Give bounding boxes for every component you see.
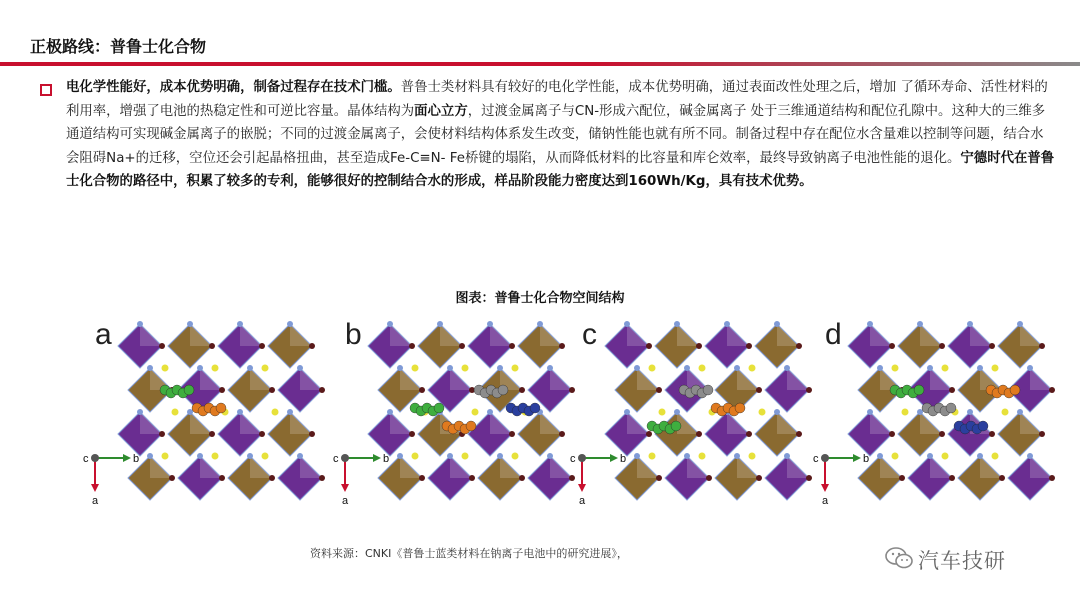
octahedron-facet (627, 412, 649, 434)
ligand-atom (397, 365, 403, 371)
alkali-ion (272, 409, 279, 416)
ligand-atom (137, 321, 143, 327)
ligand-atom (706, 475, 712, 481)
crystal-panel-c (570, 318, 817, 518)
octahedron-facet (300, 456, 322, 478)
ligand-atom (949, 475, 955, 481)
ligand-atom (917, 409, 923, 415)
ligand-atom (497, 365, 503, 371)
figure-title: 图表：普鲁士化合物空间结构 (455, 291, 625, 306)
axis-label-a: a (342, 495, 349, 507)
octahedron-facet (300, 368, 322, 390)
ligand-atom (219, 475, 225, 481)
octahedron-facet (1020, 412, 1042, 434)
alkali-ion (512, 365, 519, 372)
axis-a-arrowhead (341, 484, 349, 492)
ligand-atom (559, 431, 565, 437)
paragraph-text: 普鲁士类材料具有较好的电化学性能，成本优势明确，通过表面改性处理之后，增加 了循环寿命、活性材料的利用率，增强了电池的热稳定性和可逆比容量。晶体结构为 (66, 80, 1048, 119)
crystal-structure-b (333, 318, 580, 518)
ligand-atom (519, 475, 525, 481)
ligand-atom (784, 365, 790, 371)
axis-b-arrowhead (610, 454, 618, 462)
ligand-atom (1017, 409, 1023, 415)
diffusion-chain-bead (1010, 385, 1020, 395)
octahedron-facet (400, 368, 422, 390)
ligand-atom (297, 365, 303, 371)
alkali-ion (649, 365, 656, 372)
ligand-atom (684, 453, 690, 459)
ligand-atom (656, 387, 662, 393)
axis-b-arrowhead (373, 454, 381, 462)
octahedron-facet (930, 456, 952, 478)
alkali-ion (942, 365, 949, 372)
alkali-ion (659, 409, 666, 416)
diffusion-chain-bead (498, 385, 508, 395)
axis-label-b: b (620, 453, 627, 465)
axis-label-a: a (92, 495, 99, 507)
alkali-ion (992, 365, 999, 372)
octahedron-facet (787, 368, 809, 390)
octahedron-facet (390, 412, 412, 434)
ligand-atom (159, 343, 165, 349)
ligand-atom (509, 431, 515, 437)
octahedron-facet (627, 324, 649, 346)
ligand-atom (569, 387, 575, 393)
octahedron-facet (880, 456, 902, 478)
alkali-ion (162, 365, 169, 372)
ligand-atom (939, 431, 945, 437)
ligand-atom (509, 343, 515, 349)
axis-a-arrowhead (821, 484, 829, 492)
ligand-atom (796, 343, 802, 349)
ligand-atom (209, 343, 215, 349)
ligand-atom (559, 343, 565, 349)
diffusion-chain-bead (735, 403, 745, 413)
ligand-atom (437, 321, 443, 327)
ligand-atom (949, 387, 955, 393)
ligand-atom (547, 453, 553, 459)
ligand-atom (419, 475, 425, 481)
octahedron-facet (777, 324, 799, 346)
alkali-ion (462, 365, 469, 372)
octahedron-facet (490, 324, 512, 346)
ligand-atom (309, 343, 315, 349)
ligand-atom (169, 475, 175, 481)
alkali-ion (902, 409, 909, 416)
alkali-ion (892, 453, 899, 460)
ligand-atom (806, 475, 812, 481)
ligand-atom (569, 475, 575, 481)
alkali-ion (262, 365, 269, 372)
ligand-atom (397, 453, 403, 459)
diffusion-chain-bead (530, 403, 540, 413)
ligand-atom (674, 321, 680, 327)
octahedron-facet (290, 412, 312, 434)
alkali-ion (462, 453, 469, 460)
octahedron-facet (980, 456, 1002, 478)
ligand-atom (889, 343, 895, 349)
octahedron-facet (550, 368, 572, 390)
ligand-atom (746, 431, 752, 437)
ligand-atom (977, 453, 983, 459)
ligand-atom (487, 321, 493, 327)
ligand-atom (459, 343, 465, 349)
axis-label-b: b (133, 453, 140, 465)
axis-origin (821, 454, 829, 462)
octahedron-facet (737, 456, 759, 478)
bullet-square-icon (40, 84, 52, 96)
alkali-ion (649, 453, 656, 460)
lead-sentence: 电化学性能好，成本优势明确，制备过程存在技术门槛。 (66, 80, 401, 95)
alkali-ion (412, 365, 419, 372)
ligand-atom (547, 365, 553, 371)
diffusion-chain-bead (946, 403, 956, 413)
ligand-atom (287, 321, 293, 327)
ligand-atom (319, 475, 325, 481)
ligand-atom (1049, 475, 1055, 481)
ligand-atom (939, 343, 945, 349)
body-paragraph (66, 76, 1056, 194)
octahedron-facet (400, 456, 422, 478)
wechat-icon (884, 545, 914, 571)
octahedron-facet (550, 456, 572, 478)
crystal-panel-a (83, 318, 330, 518)
ligand-atom (746, 343, 752, 349)
octahedron-facet (970, 324, 992, 346)
ligand-atom (889, 431, 895, 437)
ligand-atom (269, 387, 275, 393)
diffusion-chain-bead (434, 403, 444, 413)
alkali-ion (162, 453, 169, 460)
ligand-atom (899, 475, 905, 481)
axis-label-b: b (863, 453, 870, 465)
ligand-atom (1017, 321, 1023, 327)
source-note: 资料来源：CNKI《普鲁士蓝类材料在钠离子电池中的研究进展》， (310, 547, 628, 560)
panel-letter-a: a (95, 318, 112, 351)
diffusion-chain-bead (671, 421, 681, 431)
ligand-atom (784, 453, 790, 459)
highlight-fcc: 面心立方 (414, 103, 468, 119)
ligand-atom (409, 431, 415, 437)
octahedron-facet (930, 368, 952, 390)
alkali-ion (759, 409, 766, 416)
octahedron-facet (737, 368, 759, 390)
ligand-atom (734, 365, 740, 371)
ligand-atom (219, 387, 225, 393)
ligand-atom (656, 475, 662, 481)
alkali-ion (892, 365, 899, 372)
ligand-atom (1049, 387, 1055, 393)
octahedron-facet (870, 412, 892, 434)
octahedron-facet (870, 324, 892, 346)
octahedron-facet (540, 324, 562, 346)
alkali-ion (992, 453, 999, 460)
ligand-atom (187, 409, 193, 415)
axis-label-c: c (333, 453, 339, 465)
alkali-ion (512, 453, 519, 460)
ligand-atom (147, 453, 153, 459)
octahedron-facet (637, 368, 659, 390)
ligand-atom (696, 343, 702, 349)
ligand-atom (796, 431, 802, 437)
alkali-ion (472, 409, 479, 416)
diffusion-chain-bead (914, 385, 924, 395)
alkali-ion (212, 453, 219, 460)
ligand-atom (806, 387, 812, 393)
ligand-atom (419, 387, 425, 393)
ligand-atom (409, 343, 415, 349)
ligand-atom (447, 453, 453, 459)
axis-b-arrowhead (123, 454, 131, 462)
header-divider (0, 62, 1080, 66)
ligand-atom (756, 475, 762, 481)
octahedron-facet (677, 412, 699, 434)
ligand-atom (877, 365, 883, 371)
ligand-atom (447, 365, 453, 371)
ligand-atom (387, 321, 393, 327)
axis-label-c: c (570, 453, 576, 465)
ligand-atom (259, 431, 265, 437)
ligand-atom (147, 365, 153, 371)
ligand-atom (624, 409, 630, 415)
ligand-atom (927, 453, 933, 459)
ligand-atom (646, 431, 652, 437)
ligand-atom (537, 321, 543, 327)
ligand-atom (967, 321, 973, 327)
diffusion-chain-bead (184, 385, 194, 395)
ligand-atom (247, 365, 253, 371)
ligand-atom (724, 321, 730, 327)
ligand-atom (1027, 453, 1033, 459)
page-title: 正极路线：普鲁士化合物 (30, 37, 207, 56)
ligand-atom (774, 321, 780, 327)
diffusion-chain-bead (978, 421, 988, 431)
panel-letter-d: d (825, 318, 842, 351)
ligand-atom (487, 409, 493, 415)
ligand-atom (634, 453, 640, 459)
axis-origin (578, 454, 586, 462)
ligand-atom (309, 431, 315, 437)
axis-a-arrowhead (91, 484, 99, 492)
octahedron-facet (450, 368, 472, 390)
alkali-ion (749, 453, 756, 460)
ligand-atom (756, 387, 762, 393)
alkali-ion (942, 453, 949, 460)
diffusion-chain-bead (466, 421, 476, 431)
octahedron-facet (500, 456, 522, 478)
ligand-atom (197, 365, 203, 371)
crystal-structure-d (813, 318, 1060, 518)
ligand-atom (247, 453, 253, 459)
octahedron-facet (787, 456, 809, 478)
crystal-structure-c (570, 318, 817, 518)
alkali-ion (749, 365, 756, 372)
ligand-atom (867, 321, 873, 327)
conclusion-sentence: 宁德时代在普鲁士化合物的路径中，积累了较多的专利，能够很好的控制结合水的形成，样品阶段能力密度达到160Wh/Kg，具有技术优势。 (66, 150, 1055, 190)
panel-letter-b: b (345, 318, 362, 351)
alkali-ion (699, 365, 706, 372)
ligand-atom (999, 475, 1005, 481)
octahedron-facet (290, 324, 312, 346)
octahedron-facet (1020, 324, 1042, 346)
ligand-atom (646, 343, 652, 349)
ligand-atom (684, 365, 690, 371)
ligand-atom (137, 409, 143, 415)
octahedron-facet (450, 456, 472, 478)
ligand-atom (297, 453, 303, 459)
alkali-ion (1002, 409, 1009, 416)
ligand-atom (209, 431, 215, 437)
ligand-atom (1027, 365, 1033, 371)
alkali-ion (412, 453, 419, 460)
axis-origin (91, 454, 99, 462)
ligand-atom (927, 365, 933, 371)
ligand-atom (867, 409, 873, 415)
ligand-atom (634, 365, 640, 371)
paragraph-text-2: ，过渡金属离子与CN-形成六配位，碱金属离子 处于三维通道结构和配位孔隙中。这种大的三维多通道结构可实现碱金属离子的嵌脱；不同的过渡金属离子，会使材料结构体系发生改变，储钠性能也就有所不同。制备过程中存在配位水含量难以控制等问题，结合水会阻碍Na+的迁移，空位还会引起晶格扭曲，甚至造成Fe-C≡N- Fe桥键的塌陷，从而降低材料的比容量和库仑效率，最终导致钠离子电池性能的退化。 (66, 103, 1046, 166)
ligand-atom (1039, 431, 1045, 437)
axis-label-b: b (383, 453, 390, 465)
ligand-atom (877, 453, 883, 459)
octahedron-facet (637, 456, 659, 478)
axis-label-a: a (579, 495, 586, 507)
ligand-atom (159, 431, 165, 437)
octahedron-facet (540, 412, 562, 434)
octahedron-facet (687, 456, 709, 478)
ligand-atom (977, 365, 983, 371)
axis-origin (341, 454, 349, 462)
ligand-atom (287, 409, 293, 415)
ligand-atom (187, 321, 193, 327)
octahedron-facet (727, 324, 749, 346)
alkali-ion (699, 453, 706, 460)
ligand-atom (469, 475, 475, 481)
octahedron-facet (920, 324, 942, 346)
panel-letter-c: c (582, 318, 597, 351)
axis-label-c: c (813, 453, 819, 465)
octahedron-facet (727, 412, 749, 434)
octahedron-facet (390, 324, 412, 346)
watermark: 汽车技研 (918, 549, 1006, 573)
ligand-atom (624, 321, 630, 327)
ligand-atom (989, 343, 995, 349)
diffusion-chain-bead (703, 385, 713, 395)
ligand-atom (967, 409, 973, 415)
ligand-atom (674, 409, 680, 415)
crystal-panel-b (333, 318, 580, 518)
ligand-atom (237, 409, 243, 415)
axis-b-arrowhead (853, 454, 861, 462)
alkali-ion (262, 453, 269, 460)
octahedron-facet (777, 412, 799, 434)
ligand-atom (734, 453, 740, 459)
ligand-atom (519, 387, 525, 393)
ligand-atom (197, 453, 203, 459)
ligand-atom (497, 453, 503, 459)
ligand-atom (774, 409, 780, 415)
axis-label-c: c (83, 453, 89, 465)
octahedron-facet (677, 324, 699, 346)
diffusion-chain-bead (216, 403, 226, 413)
ligand-atom (917, 321, 923, 327)
octahedron-facet (440, 324, 462, 346)
ligand-atom (1039, 343, 1045, 349)
alkali-ion (172, 409, 179, 416)
ligand-atom (696, 431, 702, 437)
ligand-atom (237, 321, 243, 327)
axis-label-a: a (822, 495, 829, 507)
alkali-ion (212, 365, 219, 372)
ligand-atom (319, 387, 325, 393)
crystal-panel-d (813, 318, 1060, 518)
octahedron-facet (490, 412, 512, 434)
ligand-atom (269, 475, 275, 481)
ligand-atom (387, 409, 393, 415)
ligand-atom (989, 431, 995, 437)
crystal-structure-a (83, 318, 330, 518)
ligand-atom (259, 343, 265, 349)
